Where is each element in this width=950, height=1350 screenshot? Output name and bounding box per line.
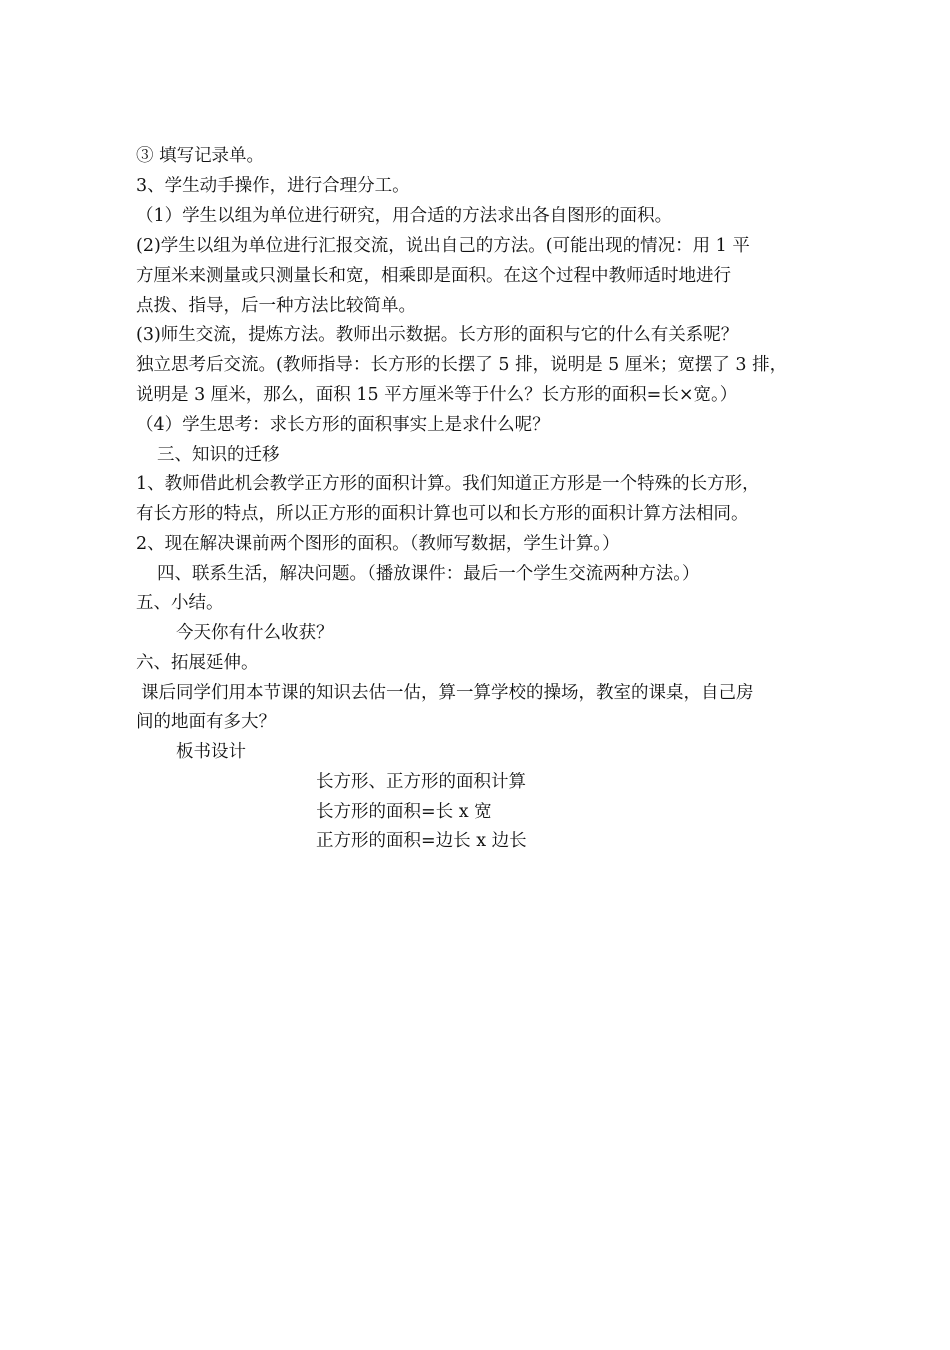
substep-2-line-3: 点拨、指导，后一种方法比较简单。 [136,296,416,316]
summary-question: 今天你有什么收获？ [176,623,334,643]
section-3-item-1-line-1: 1、教师借此机会教学正方形的面积计算。我们知道正方形是一个特殊的长方形， [136,474,760,494]
section-3-item-1-line-2: 有长方形的特点，所以正方形的面积计算也可以和长方形的面积计算方法相同。 [136,504,749,524]
extension-line-1: 课后同学们用本节课的知识去估一估，算一算学校的操场，教室的课桌，自己房 [141,683,754,703]
rectangle-area-formula: 长方形的面积=长 x 宽 [316,802,492,822]
step-fill-record: ③ 填写记录单。 [136,146,265,166]
substep-3-line-3: 说明是 3 厘米，那么，面积 15 平方厘米等于什么？长方形的面积=长×宽。） [136,385,738,405]
board-title: 长方形、正方形的面积计算 [316,772,526,792]
extension-line-2: 间的地面有多大？ [136,712,276,732]
substep-3-line-2: 独立思考后交流。(教师指导：长方形的长摆了 5 排，说明是 5 厘米；宽摆了 3 排， [136,355,788,375]
section-3-heading: 三、知识的迁移 [157,445,280,465]
substep-4: （4）学生思考：求长方形的面积事实上是求什么呢？ [136,415,550,435]
section-4-heading: 四、联系生活，解决问题。（播放课件：最后一个学生交流两种方法。） [157,564,700,584]
step-3-heading: 3、学生动手操作，进行合理分工。 [136,176,410,196]
substep-2-line-2: 方厘米来测量或只测量长和宽，相乘即是面积。在这个过程中教师适时地进行 [136,266,731,286]
board-design-heading: 板书设计 [176,742,246,762]
substep-2-line-1: (2)学生以组为单位进行汇报交流，说出自己的方法。(可能出现的情况：用 1 平 [136,236,750,256]
substep-3-line-1: (3)师生交流，提炼方法。教师出示数据。长方形的面积与它的什么有关系呢？ [136,325,739,345]
section-3-item-2: 2、现在解决课前两个图形的面积。（教师写数据，学生计算。） [136,534,620,554]
section-6-heading: 六、拓展延伸。 [136,653,259,673]
square-area-formula: 正方形的面积=边长 x 边长 [316,831,527,851]
section-5-heading: 五、小结。 [136,593,224,613]
substep-1: （1）学生以组为单位进行研究，用合适的方法求出各自图形的面积。 [136,206,673,226]
